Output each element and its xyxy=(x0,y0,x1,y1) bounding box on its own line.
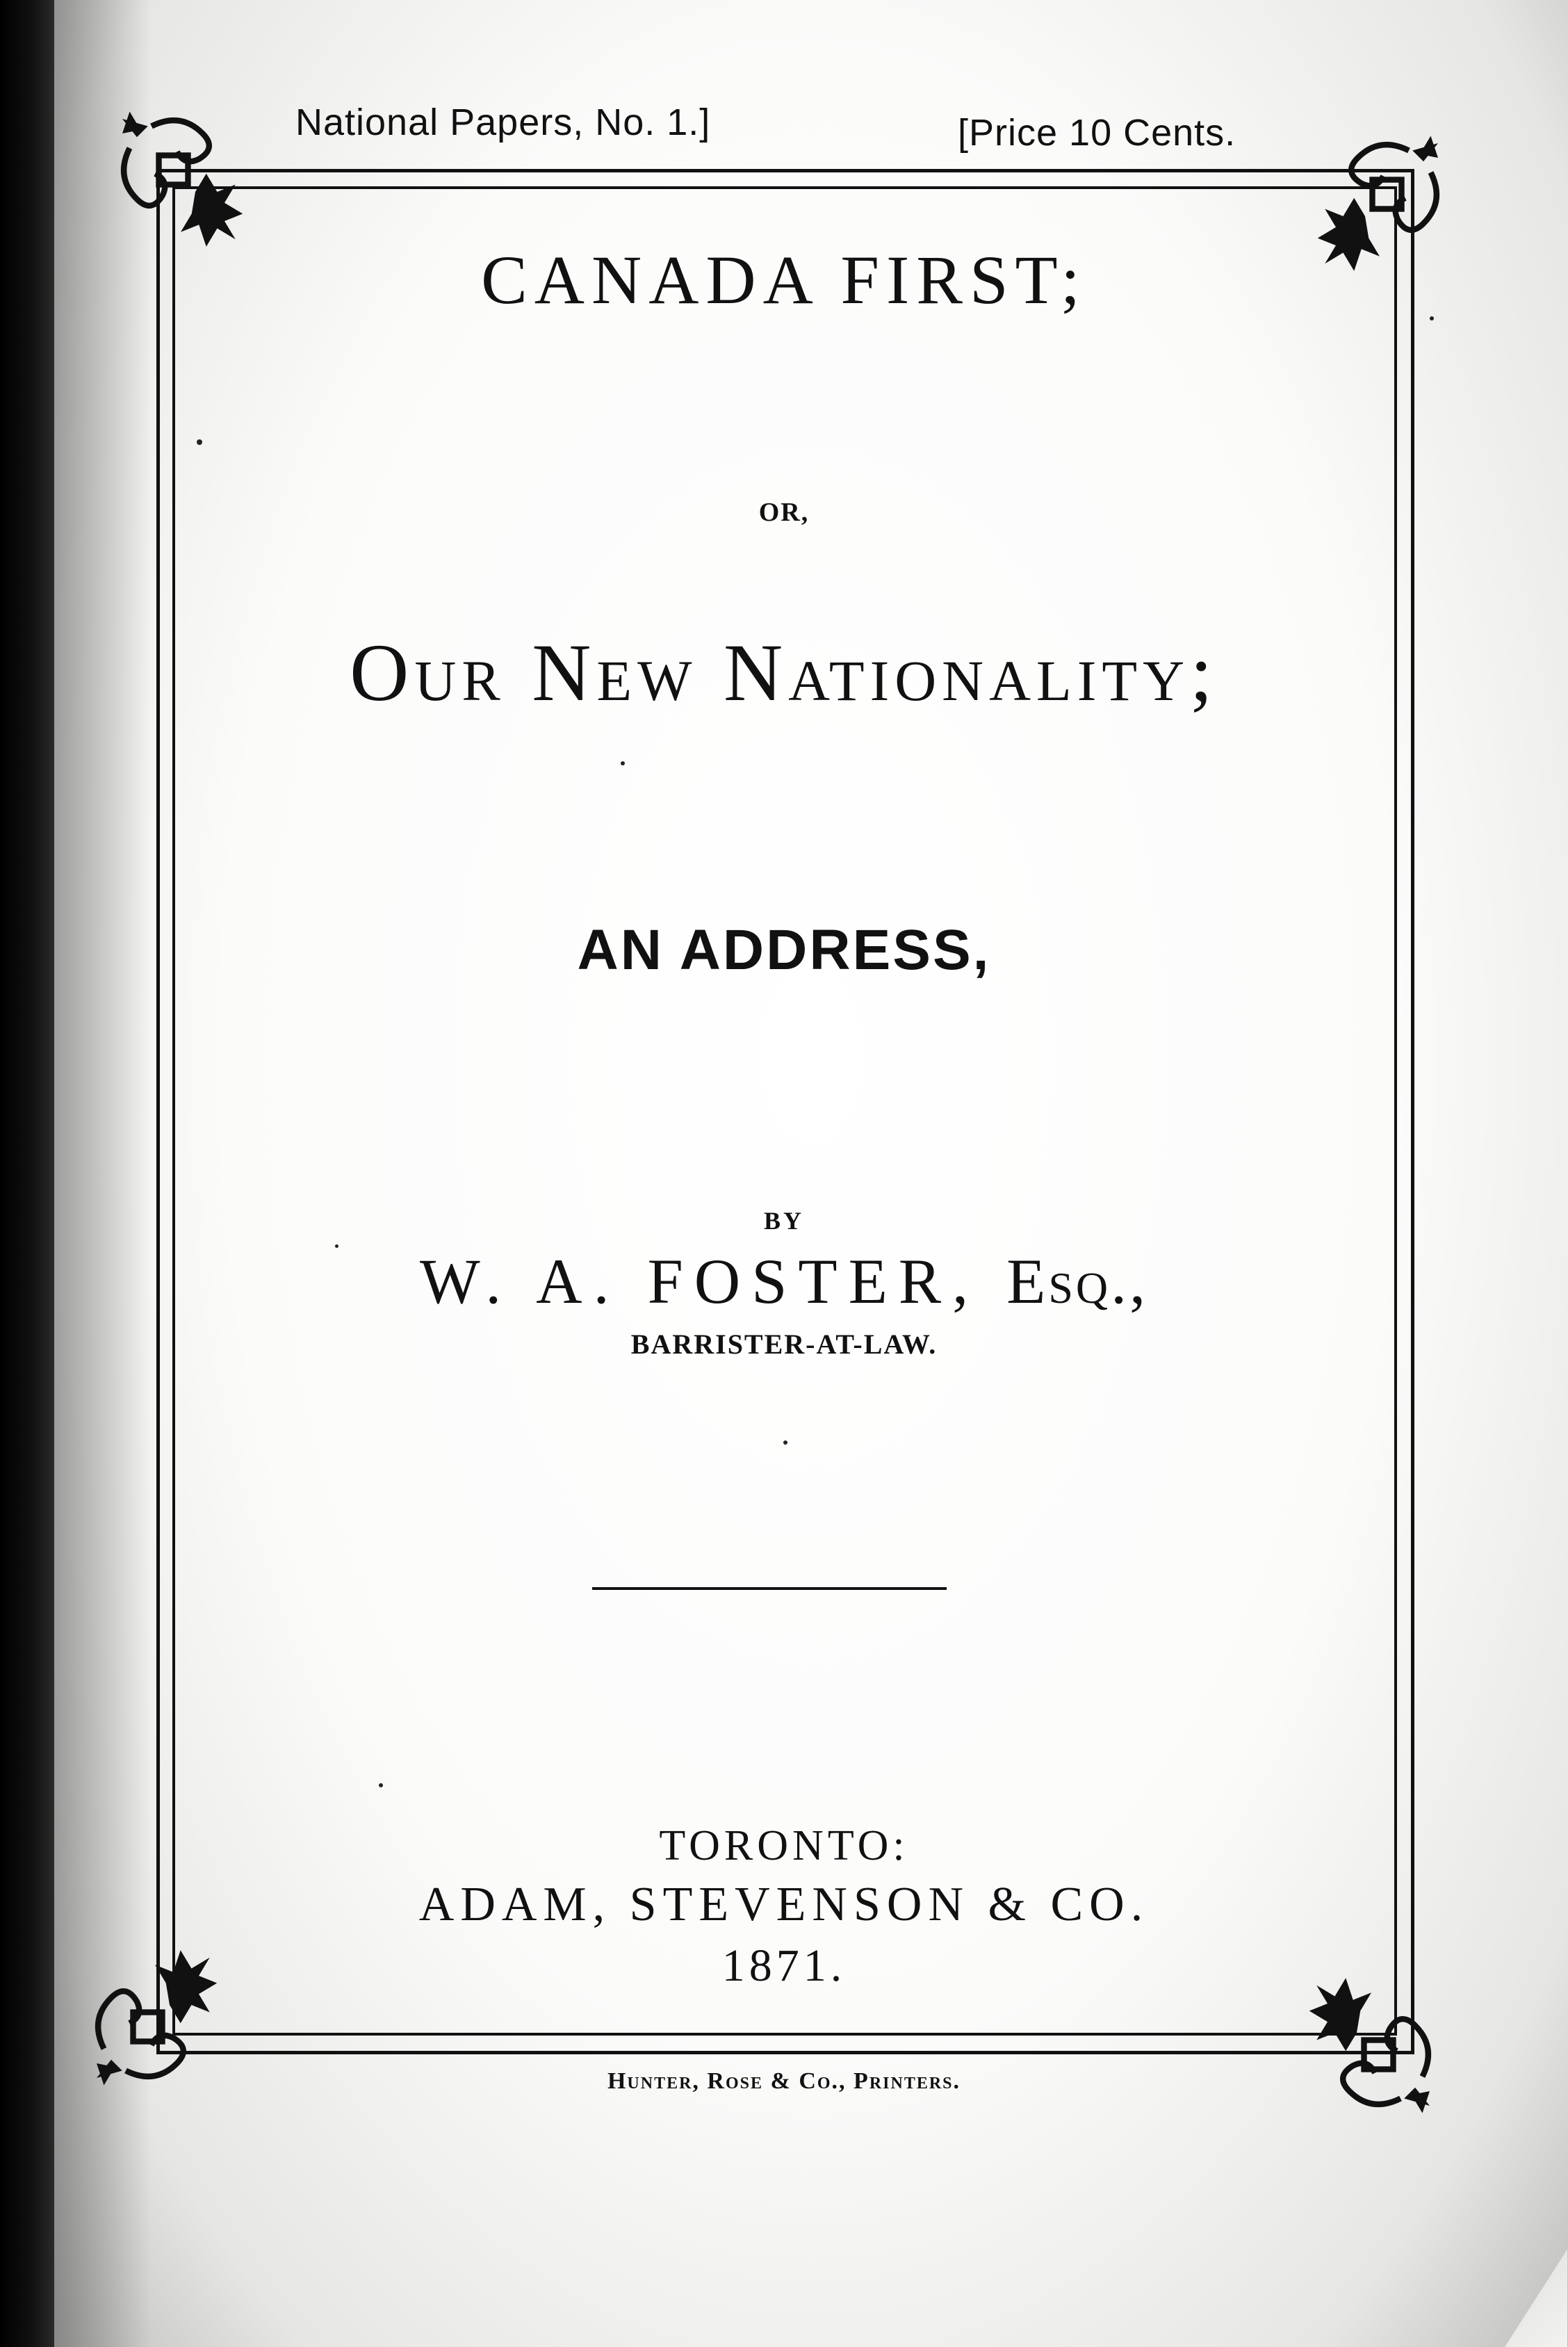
title-line-2: Our New Nationality; xyxy=(350,627,1218,718)
author-suffix: Esq., xyxy=(1006,1246,1149,1317)
subtitle: AN ADDRESS, xyxy=(577,918,991,982)
scan-speck xyxy=(1430,316,1434,320)
corner-ornament-top-left xyxy=(108,104,254,250)
imprint-city: TORONTO: xyxy=(659,1822,909,1869)
scan-left-edge xyxy=(0,0,54,2347)
scan-speck xyxy=(379,1783,383,1787)
byline-by: BY xyxy=(763,1207,804,1235)
author-name xyxy=(0,1244,1568,1318)
printers-credit: Hunter, Rose & Co., Printers. xyxy=(607,2068,961,2094)
series-label: National Papers, No. 1.] xyxy=(295,101,711,143)
imprint-publisher: ADAM, STEVENSON & CO. xyxy=(418,1878,1150,1931)
divider-rule xyxy=(592,1587,947,1590)
scan-speck xyxy=(335,1244,338,1248)
scan-speck xyxy=(197,439,202,445)
price-label: [Price 10 Cents. xyxy=(958,112,1236,154)
author-profession: BARRISTER-AT-LAW. xyxy=(630,1329,938,1360)
scan-speck xyxy=(621,761,625,765)
title-connector: OR, xyxy=(758,498,810,527)
author-name-text: W. A. FOSTER, xyxy=(419,1246,980,1317)
title-line-1: CANADA FIRST; xyxy=(481,241,1087,318)
corner-ornament-bottom-right xyxy=(1298,1974,1444,2120)
border-frame-inner xyxy=(172,186,1397,2036)
scan-speck xyxy=(783,1440,787,1445)
imprint-year: 1871. xyxy=(721,1940,847,1991)
